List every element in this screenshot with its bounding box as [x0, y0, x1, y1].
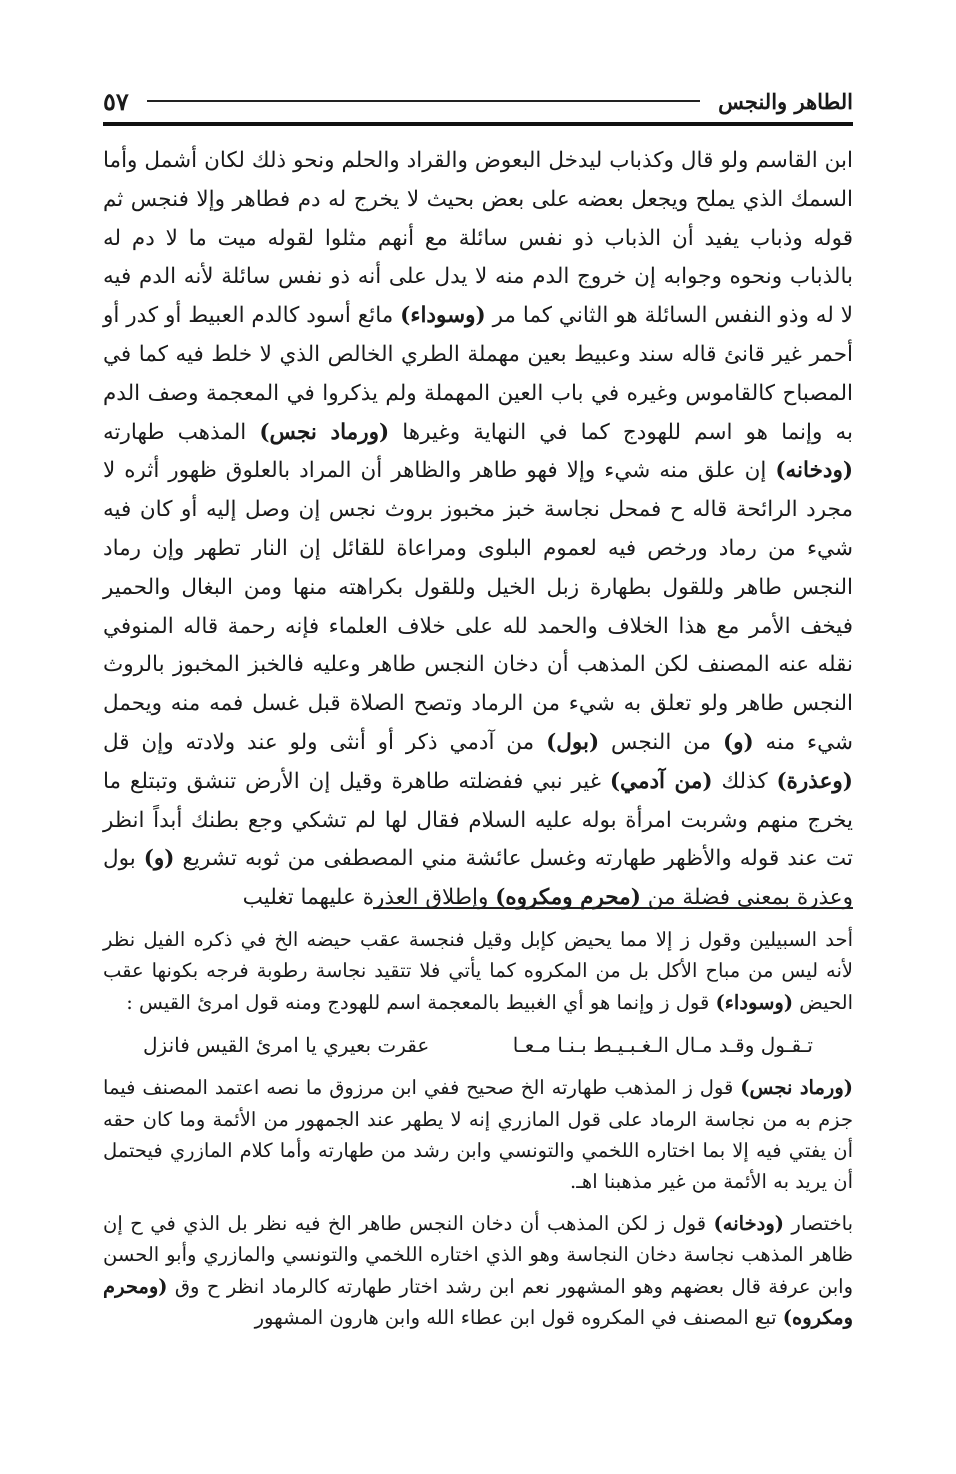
- main-paragraph: ابن القاسم ولو قال وكذباب ليدخل البعوض والقراد والحلم ونحو ذلك لكان أشمل وأما السمك الذي يملح ويجعل بعضه على بعض بحيث لا يخرج له دم فطاهر وإلا فنجس ثم قوله وذباب يفيد أن الذباب ذو نفس سائلة مع أنهم مثلوا لقوله ميت ما لا دم له بالذباب ونحوه وجوابه إن خروج الدم منه لا يدل على أنه ذو نفس سائلة لأنه الدم فيه لا له وذو النفس السائلة هو الثاني كما مر (وسوداء) مائع أسود كالدم العبيط أو كدر أو أحمر غير قانئ قاله سند وعبيط بعين مهملة الطري الخالص الذي لا خلط فيه كما في المصباح كالقاموس وغيره في باب العين المهملة ولم يذكروا في المعجمة وصف الدم به وإنما هو اسم للهودج كما في النهاية وغيرها (ورماد نجس) المذهب طهارته (ودخانه) إن علق منه شيء وإلا فهو طاهر والظاهر أن المراد بالعلوق ظهور أثره لا مجرد الرائحة قاله ح فمحل نجاسة خبز مخبوز بروث نجس إن وصل إليه أو كان فيه شيء من رماد ورخص فيه لعموم البلوى ومراعاة للقائل إن النار تطهر وإن رماد النجس طاهر وللقول بطهارة زبل الخيل وللقول بكراهته منها ومن البغال والحمير فيخف الأمر مع هذا الخلاف والحمد لله على خلاف العلماء فإنه رحمة قاله المنوفي نقله عنه المصنف لكن المذهب أن دخان النجس طاهر وعليه فالخبز المخبوز بالروث النجس طاهر ولو تعلق به شيء من الرماد وتصح الصلاة قبل غسل فمه منه ويحمل شيء منه (و) من النجس (بول) من آدمي ذكر أو أنثى ولو عند ولادته وإن قل (وعذرة) كذلك (من آدمي) غير نبي ففضلته طاهرة وقيل إن الأرض تنشق وتبتلع ما يخرج منهم وشربت امرأة بوله عليه السلام فقال لها لم تشكي وجع بطنك أبداً انظر تت عند قوله والأظهر طهارته وغسل عائشة مني المصطفى من ثوبه تشريع (و) بول وعذرة بمعنى فضلة من (محرم ومكروه) وإطلاق العذرة عليهما تغليب: [103, 148, 854, 911]
- footnote-divider: [373, 907, 853, 909]
- header-divider: [103, 122, 853, 126]
- poem-verse: [103, 1018, 853, 1072]
- bold-term: (ومحرم ومكروه): [103, 1274, 853, 1330]
- page-header: [103, 84, 853, 118]
- bold-term: (ورماد نجس): [259, 419, 390, 445]
- bold-term: (محرم ومكروه): [495, 885, 641, 911]
- bold-term: (وسوداء): [400, 303, 486, 329]
- bold-term: (و): [143, 846, 175, 872]
- footnotes: [103, 924, 853, 1333]
- bold-term: (ورماد نجس): [740, 1076, 853, 1100]
- note-paragraph: باختصار (ودخانه) قول ز لكن المذهب أن دخان النجس طاهر الخ فيه نظر بل الذي في ح إن ظاهر المذهب نجاسة دخان النجاسة وهو الذي اختاره اللخمي والتونسي والمازري وأبو الحسن وابن عرفة قال بعضهم وهو المشهور نعم ابن رشد اختار طهارته كالرماد انظر ح وق (ومحرم ومكروه) تبع المصنف في المكروه قول ابن عطاء الله وابن هارون المشهور: [103, 1211, 853, 1330]
- main-text: [103, 142, 853, 918]
- bold-term: (ودخانه): [775, 458, 853, 484]
- bold-term: (ودخانه): [713, 1211, 784, 1235]
- header-rule: [147, 100, 700, 102]
- bold-term: (وعذرة): [776, 768, 853, 794]
- bold-term: (وسوداء): [715, 990, 794, 1014]
- bold-term: (من آدمي): [609, 768, 713, 794]
- note-paragraph: أحد السبيلين وقول ز إلا مما يحيض كإبل وقيل فنجسة عقب حيضه الخ في ذكره الفيل نظر لأنه ليس من مباح الأكل بل من المكروه كما يأتي فلا تتقيد نجاسة رطوبة فرجه بكونها عقب الحيض (وسوداء) قول ز وإنما هو أي الغبيط بالمعجمة اسم للهودج ومنه قول امرئ القيس :: [103, 928, 853, 1014]
- note-paragraph: (ورماد نجس) قول ز المذهب طهارته الخ صحيح ففي ابن مرزوق ما نصه اعتمد المصنف فيما جزم به من نجاسة الرماد على قول المازري إنه لا يطهر عند الجمهور من الأئمة وما كان حقه أن يفتي فيه إلا بما اختاره اللخمي والتونسي وابن رشد من طهارته وأما كلام المازري فيحتمل أن يريد به الأئمة من غير مذهبنا اهـ.: [103, 1076, 853, 1194]
- page-number: ٥٧: [103, 86, 129, 116]
- verse-first-hemistich: تـقـول وقـد مـال الـغـبـيـط بـنـا مـعـا: [512, 1033, 813, 1058]
- verse-second-hemistich: عقرت بعيري يا امرئ القيس فانزل: [143, 1033, 430, 1058]
- bold-term: (و): [722, 729, 754, 755]
- bold-term: (بول): [546, 729, 600, 755]
- running-title: الطاهر والنجس: [718, 88, 853, 114]
